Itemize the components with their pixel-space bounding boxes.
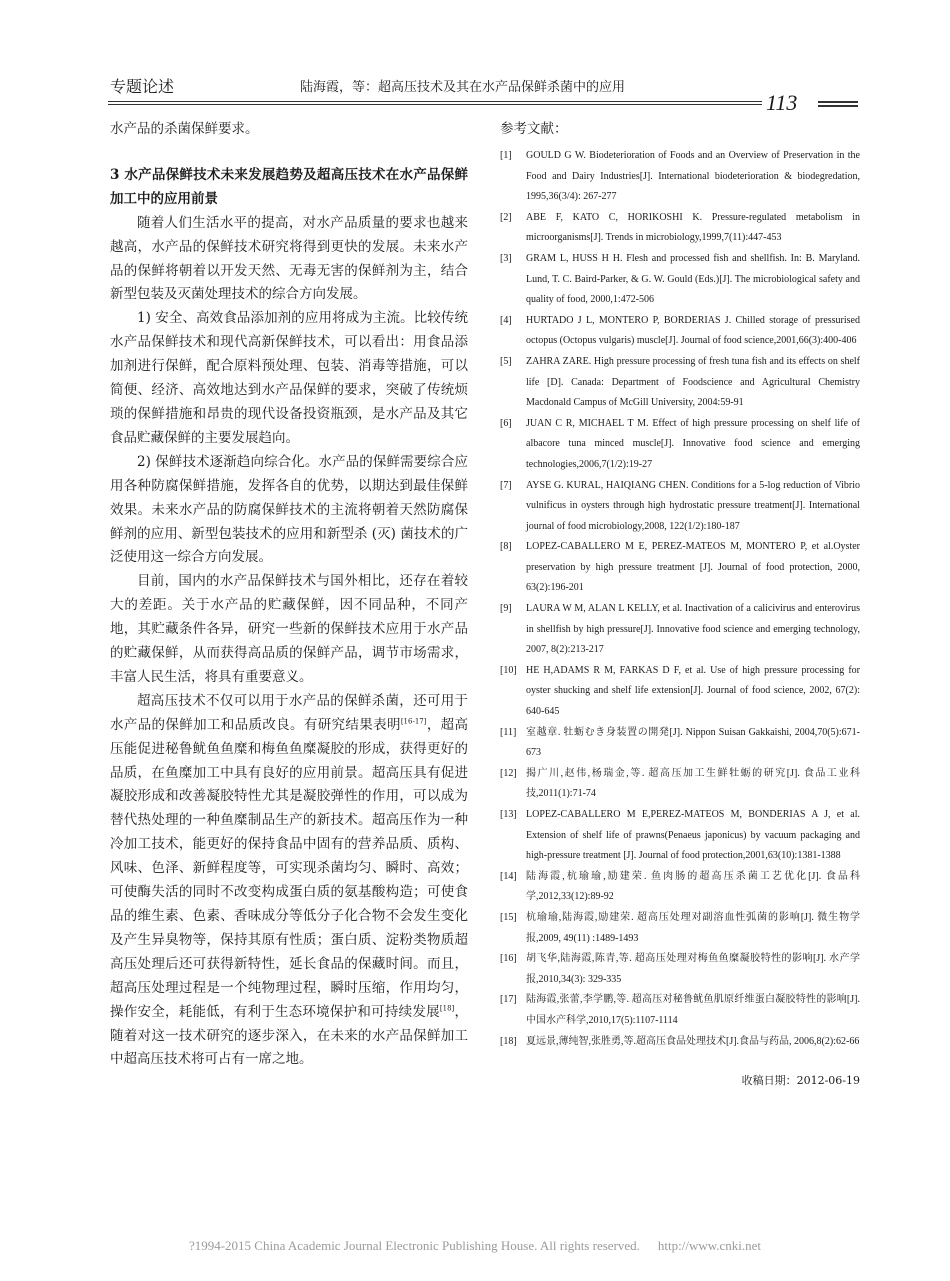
- reference-item: [500, 352, 860, 414]
- header-rule-tail-double: [818, 105, 858, 107]
- reference-number: [15]: [500, 911, 517, 923]
- reference-text: LOPEZ-CABALLERO M E, PEREZ-MATEOS M, MONTERO P, et al.Oyster preservation by high pressure treatment [J]. Journal of food protection, 2000, 63(2):196-201: [526, 541, 860, 594]
- reference-item: [500, 476, 860, 538]
- reference-item: [500, 908, 860, 949]
- reference-text: HURTADO J L, MONTERO P, BORDERIAS J. Chilled storage of pressurised octopus (Octopus vulgaris) muscle[J]. Journal of food science,2001,66(3):400-406: [526, 314, 860, 347]
- section-label: 专题论述: [110, 77, 175, 96]
- reference-item: [500, 867, 860, 908]
- reference-number: [2]: [500, 211, 512, 223]
- reference-text: JUAN C R, MICHAEL T M. Effect of high pressure processing on shelf life of albacore tuna minced muscle[J]. Innovative food science and emerging technologies,2006,7(1/2):19-27: [526, 417, 860, 470]
- reference-number: [6]: [500, 417, 512, 429]
- reference-text: ZAHRA ZARE. High pressure processing of fresh tuna fish and its effects on shelf life [D]. Canada: Department of Foodscience and Agricultural Chemistry Macdonald Campus of McGill University, 2004:59-91: [526, 355, 860, 409]
- reference-item: [500, 661, 860, 723]
- reference-text: 陆海霞,张蕾,李学鹏,等. 超高压对秘鲁鱿鱼肌原纤维蛋白凝胶特性的影响[J]. 中国水产科学,2010,17(5):1107-1114: [526, 994, 860, 1026]
- reference-item: [500, 1032, 860, 1053]
- reference-list: [500, 146, 860, 1052]
- reference-item: [500, 208, 860, 249]
- reference-text: AYSE G. KURAL, HAIQIANG CHEN. Conditions for a 5-log reduction of Vibrio vulnificus in oysters through high hydrostatic pressure treatment[J]. International journal of food microbiology,2008, 122(1/2):180-187: [526, 479, 860, 532]
- reference-item: [500, 537, 860, 599]
- reference-text: 杭瑜瑜,陆海霞,励建荣. 超高压处理对副溶血性弧菌的影响[J]. 微生物学报,2009, 49(11) :1489-1493: [526, 911, 860, 944]
- reference-item: [500, 764, 860, 805]
- citation-superscript: [16-17]: [400, 717, 427, 726]
- reference-number: [8]: [500, 541, 512, 553]
- running-title: 陆海霞，等：超高压技术及其在水产品保鲜杀菌中的应用: [300, 80, 626, 95]
- paragraph-gap: [110, 142, 468, 164]
- reference-item: [500, 990, 860, 1031]
- reference-number: [9]: [500, 603, 512, 615]
- paragraph-text: ，随着对这一技术研究的逐步深入，在未来的水产品保鲜加工中超高压技术将可占有一席之地。: [110, 1003, 469, 1068]
- reference-number: [7]: [500, 479, 512, 491]
- reference-item: [500, 723, 860, 764]
- reference-number: [16]: [500, 953, 517, 965]
- reference-item: [500, 805, 860, 867]
- reference-text: GRAM L, HUSS H H. Flesh and processed fish and shellfish. In: B. Maryland. Lund, T. C. Baird-Parker, & G. W. Gould (Eds.)[J]. The microbiological safety and quality of food, 2000,1:472-506: [526, 252, 860, 306]
- reference-text: 揭广川,赵伟,杨瑞金,等. 超高压加工生鲜牡蛎的研究[J]. 食品工业科技,2011(1):71-74: [526, 767, 860, 800]
- citation-superscript: [18]: [439, 1004, 455, 1013]
- paragraph-text: ，超高压能促进秘鲁鱿鱼鱼糜和梅鱼鱼糜凝胶的形成，获得更好的品质，在鱼糜加工中具有良好的应用前景。超高压具有促进凝胶形成和改善凝胶特性尤其是凝胶弹性的作用，可以成为替代热处理的一种鱼糜制品生产的新技术。超高压作为一种冷加工技术，能更好的保持食品中固有的营养品质、质构、风味、色泽、新鲜程度等，可实现杀菌均匀、瞬时、高效；可使酶失活的同时不改变构成蛋白质的氨基酸构造；可使食品的维生素、色素、香味成分等低分子化合物不会发生变化及产生异臭物等，保持其原有性质；蛋白质、淀粉类物质超高压处理后还可获得新特性，延长食品的保藏时间。而且，超高压处理过程是一个纯物理过程，瞬时压缩，作用均匀，操作安全，耗能低，有利于生态环境保护和可持续发展: [110, 716, 469, 1020]
- reference-item: [500, 599, 860, 661]
- reference-number: [18]: [500, 1035, 517, 1047]
- header-rule-double: [108, 104, 762, 105]
- footer: [0, 1238, 950, 1254]
- reference-text: ABE F, KATO C, HORIKOSHI K. Pressure-regulated metabolism in microorganisms[J]. Trends in microbiology,1999,7(11):447-453: [526, 211, 860, 244]
- header-rule-tail: [818, 101, 858, 103]
- reference-text: 胡飞华,陆海霞,陈青,等. 超高压处理对梅鱼鱼糜凝胶特性的影响[J]. 水产学报,2010,34(3): 329-335: [526, 953, 860, 985]
- section-heading: 3 水产品保鲜技术未来发展趋势及超高压技术在水产品保鲜加工中的应用前景: [110, 166, 468, 207]
- references-title: 参考文献：: [500, 121, 568, 137]
- reference-number: [13]: [500, 809, 517, 820]
- reference-number: [1]: [500, 150, 512, 161]
- body-text-column: [110, 118, 468, 1072]
- header-rule: [108, 101, 762, 102]
- reference-text: HE H,ADAMS R M, FARKAS D F, et al. Use of high pressure processing for oyster shucking and shelf life extension[J]. Journal of food science, 2002, 67(2): 640-645: [526, 664, 860, 718]
- reference-number: [14]: [500, 870, 517, 882]
- reference-item: [500, 311, 860, 352]
- references-column: [500, 118, 860, 1088]
- footer-link[interactable]: http://www.cnki.net: [657, 1238, 762, 1253]
- paragraph-intro: 随着人们生活水平的提高，对水产品质量的要求也越来越高，水产品的保鲜技术研究将得到更快的发展。未来水产品的保鲜将朝着以开发天然、无毒无害的保鲜剂为主，结合新型包装及灭菌处理技术的综合方向发展。: [110, 214, 468, 303]
- paragraph-high-pressure: [110, 690, 468, 1073]
- reference-item: [500, 249, 860, 311]
- reference-text: LOPEZ-CABALLERO M E,PEREZ-MATEOS M, BONDERIAS A J, et al. Extension of shelf life of prawns(Penaeus japonicus) by vacuum packaging and high-pressure treatment [J]. Journal of food protection,2001,63(10):1381-1388: [526, 809, 860, 862]
- reference-number: [5]: [500, 355, 512, 367]
- reference-text: 室越章. 牡蛎むき身装置の開発[J]. Nippon Suisan Gakkaishi, 2004,70(5):671-673: [526, 726, 860, 759]
- reference-number: [12]: [500, 767, 517, 779]
- reference-number: [17]: [500, 994, 517, 1006]
- reference-item: [500, 949, 860, 990]
- page-number: 113: [766, 90, 798, 115]
- reference-item: [500, 414, 860, 476]
- paragraph-point-2: 2) 保鲜技术逐渐趋向综合化。水产品的保鲜需要综合应用各种防腐保鲜措施，发挥各自的优势，以期达到最佳保鲜效果。未来水产品的防腐保鲜技术的主流将朝着天然防腐保鲜剂的应用、新型包装技术的应用和新型杀 (灭) 菌技术的广泛使用这一综合方向发展。: [110, 453, 468, 566]
- reference-item: [500, 146, 860, 208]
- reference-number: [11]: [500, 726, 517, 738]
- reference-text: 夏远景,薄纯智,张胜勇,等.超高压食品处理技术[J].食品与药品, 2006,8(2):62-66: [526, 1035, 860, 1047]
- paragraph-point-1: 1) 安全、高效食品添加剂的应用将成为主流。比较传统水产品保鲜技术和现代高新保鲜技术，可以看出：用食品添加剂进行保鲜，配合原料预处理、包装、消毒等措施，可以简便、经济、高效地达到水产品保鲜的要求，突破了传统烦琐的保鲜措施和昂贵的现代设备投资瓶颈，是水产品及其它食品贮藏保鲜的主要发展趋向。: [110, 310, 468, 446]
- copyright-notice: ?1994-2015 China Academic Journal Electronic Publishing House. All rights reserved.: [188, 1238, 640, 1253]
- paragraph-current-status: 目前，国内的水产品保鲜技术与国外相比，还存在着较大的差距。关于水产品的贮藏保鲜，因不同品种，不同产地，其贮藏条件各异，研究一些新的保鲜技术应用于水产品的贮藏保鲜，从而获得高品质的保鲜产品，调节市场需求，丰富人民生活，将具有重要意义。: [110, 573, 468, 685]
- continuation-text: 水产品的杀菌保鲜要求。: [110, 121, 259, 137]
- reference-number: [4]: [500, 314, 512, 326]
- received-date: 收稿日期：2012-06-19: [741, 1074, 860, 1088]
- reference-text: LAURA W M, ALAN L KELLY, et al. Inactivation of a calicivirus and enterovirus in shellfish by high pressure[J]. Innovative food science and emerging technology, 2007, 8(2):213-217: [526, 603, 860, 656]
- reference-number: [3]: [500, 252, 512, 264]
- paragraph-text: 超高压技术不仅可以用于水产品的保鲜杀菌，还可用于水产品的保鲜加工和品质改良。有研究结果表明: [110, 692, 468, 733]
- reference-text: GOULD G W. Biodeterioration of Foods and an Overview of Preservation in the Food and Dairy Industries[J]. International biodeterioration & biodegredation, 1995,36(3/4): 267-277: [526, 150, 860, 203]
- reference-text: 陆海霞,杭瑜瑜,励建荣. 鱼肉肠的超高压杀菌工艺优化[J]. 食品科学,2012,33(12):89-92: [526, 870, 860, 903]
- reference-number: [10]: [500, 664, 517, 676]
